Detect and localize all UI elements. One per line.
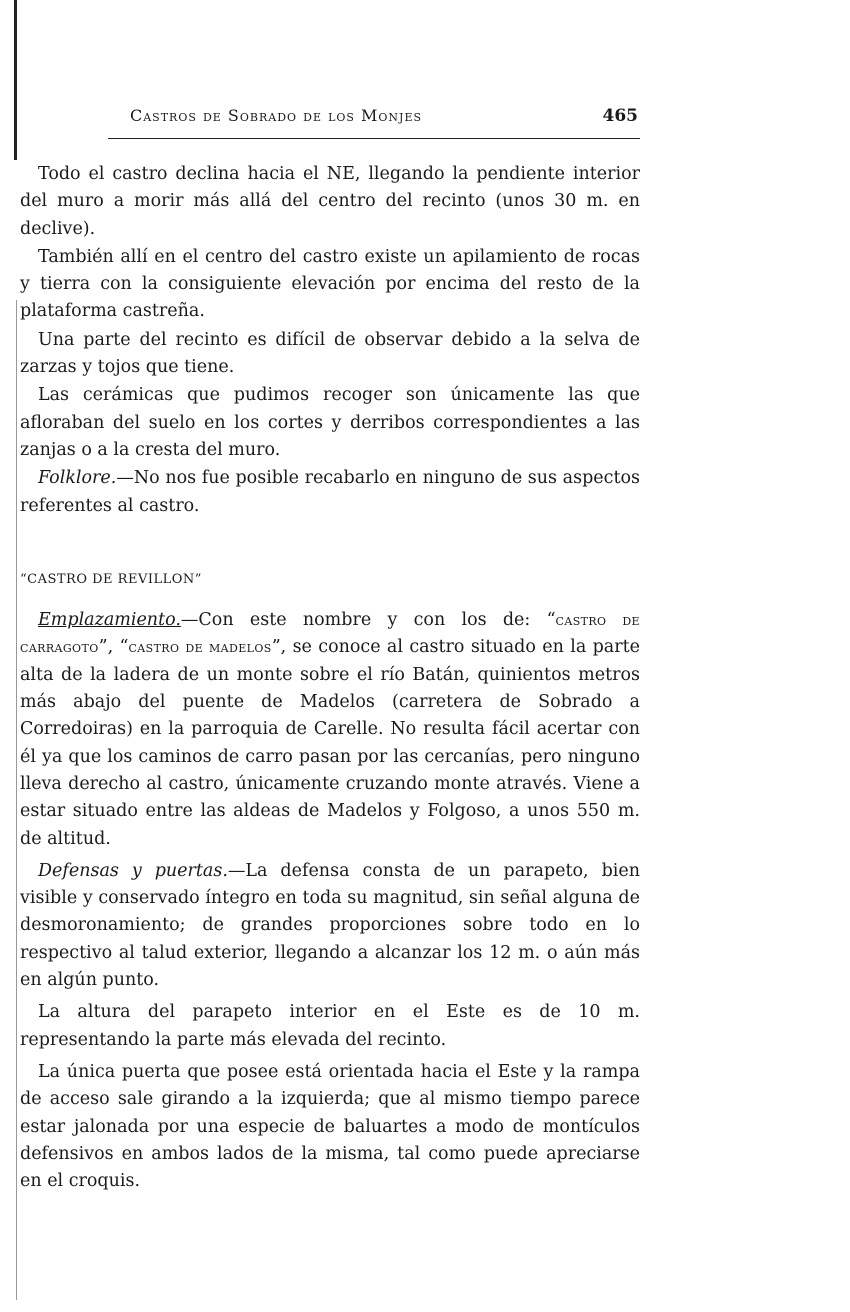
paragraph-2: También allí en el centro del castro existe un apilamiento de rocas y tierra con la consiguiente elevación por encima del resto de la plataforma castreña.: [20, 246, 640, 322]
folklore-text: —No nos fue posible recabarlo en ninguno de sus aspectos referentes al castro.: [20, 468, 640, 516]
paragraph-4: Las cerámicas que pudimos recoger son únicamente las que afloraban del suelo en los cortes y derribos correspondientes a las zanjas o a la cresta del muro.: [20, 385, 640, 460]
castro-madelos-name: castro de madelos: [128, 638, 272, 657]
folklore-label: Folklore.: [38, 468, 117, 489]
emplazamiento-label: Emplazamiento.: [38, 610, 181, 631]
paragraph-3: Una parte del recinto es difícil de observar debido a la selva de zarzas y tojos que tiene.: [20, 329, 640, 378]
emplazamiento-text-b: ”, “: [98, 637, 129, 658]
running-head: [130, 106, 640, 132]
section-heading: “CASTRO DE REVILLON”: [20, 571, 202, 587]
paragraph-8: La altura del parapeto interior en el Este es de 10 m. representando la parte más elevada del recinto.: [20, 1002, 640, 1050]
paragraph-1: Todo el castro declina hacia el NE, llegando la pendiente interior del muro a morir más allá del centro del recinto (unos 30 m. en declive).: [20, 164, 640, 239]
defensas-text: —La defensa consta de un parapeto, bien visible y conservado íntegro en toda su magnitud, sin señal alguna de desmoronamiento; de grandes proporciones sobre todo en lo respectivo al talud exterior, llegando a alcanzar los 12 m. o aún más en algún punto.: [20, 860, 640, 991]
paragraph-5: [20, 465, 640, 520]
defensas-label: Defensas y puertas.: [38, 860, 228, 881]
header-rule: [108, 138, 640, 139]
running-head-title: Castros de Sobrado de los Monjes: [130, 106, 423, 125]
paragraph-7: [20, 858, 640, 994]
paragraph-6: [20, 607, 640, 853]
body-text: [20, 161, 640, 1196]
emplazamiento-text-a: —Con este nombre y con los de: “: [180, 610, 556, 631]
emplazamiento-text-c: ”, se conoce al castro situado en la parte alta de la ladera de un monte sobre el río Batán, quinientos metros más abajo del puente de Madelos (carretera de Sobrado a Corredoiras) en la parroquia de Carelle. No resulta fácil acertar con él ya que los caminos de carro pasan por las cercanías, pero ninguno lleva derecho al castro, únicamente cruzando monte através. Viene a estar situado entre las aldeas de Madelos y Folgoso, a unos 550 m. de altitud.: [20, 637, 640, 849]
castro-carragoto-name: castro de carragoto: [20, 611, 640, 657]
page-number: 465: [602, 106, 638, 126]
paragraph-9: La única puerta que posee está orientada hacia el Este y la rampa de acceso sale girando a la izquierda; que al mismo tiempo parece estar jalonada por una especie de baluartes a modo de montículos defensivos en ambos lados de la misma, tal como puede apreciarse en el croquis.: [20, 1061, 640, 1192]
